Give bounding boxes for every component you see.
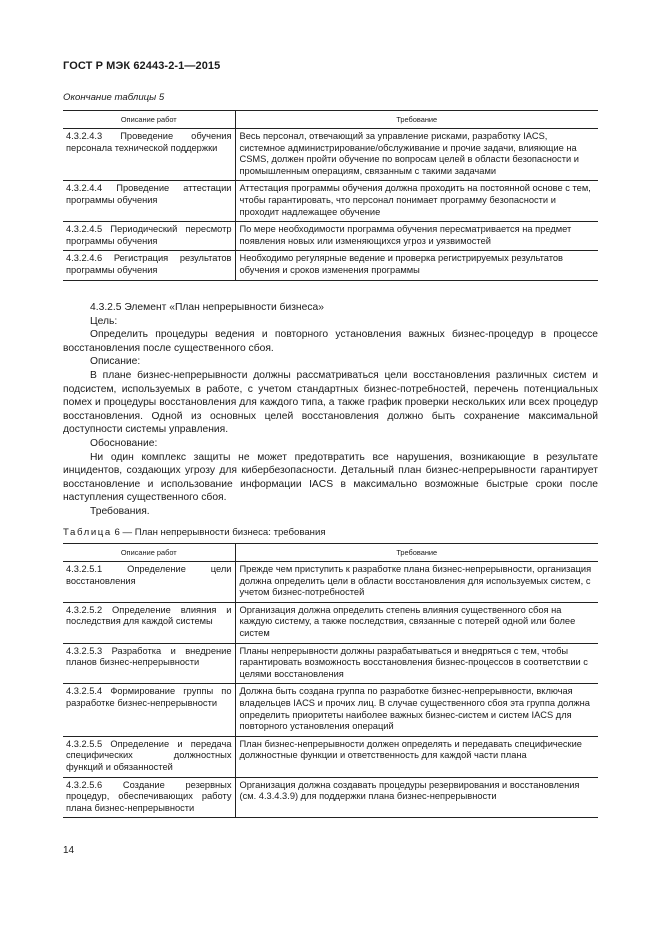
work-cell: 4.3.2.5.1 Определение цели восстановления	[63, 562, 235, 603]
work-cell: 4.3.2.4.4 Проведение аттестации программы обучения	[63, 181, 235, 222]
requirement-cell: План бизнес-непрерывности должен определять и передавать специфические должностные функции и ответственность для каждой части плана	[235, 736, 598, 777]
table-row	[63, 643, 598, 684]
table-row	[63, 684, 598, 736]
justification-label: Обоснование:	[90, 437, 158, 449]
table-row	[63, 562, 598, 603]
description-text: В плане бизнес-непрерывности должны рассматриваться цели восстановления различных систем и подсистем, используемых в работе, с учетом стандартных бизнес-потребностей, перечень потенциальных помех и процедуры восстановления для каждого типа, а также график проверки нескольких или всех процедур восстановления. Одной из основных целей восстановления должно быть сохранение максимальной доступности системы управления.	[63, 369, 598, 436]
requirement-cell: Прежде чем приступить к разработке плана бизнес-непрерывности, организация должна определить цели в области восстановления для используемых систем, с учетом бизнес-потребностей	[235, 562, 598, 603]
requirement-cell: Организация должна создавать процедуры резервирования и восстановления (см. 4.3.4.3.9) для поддержки плана бизнес-непрерывности	[235, 777, 598, 818]
requirement-cell: Планы непрерывности должны разрабатываться и внедряться с тем, чтобы гарантировать возможность восстановления бизнес-процессов в соответствии с целями восстановления	[235, 643, 598, 684]
table6-caption	[63, 527, 326, 538]
work-cell: 4.3.2.5.5 Определение и передача специфических должностных функций и обязанностей	[63, 736, 235, 777]
work-cell: 4.3.2.5.4 Формирование группы по разработке бизнес-непрерывности	[63, 684, 235, 736]
table5-header-requirement: Требование	[235, 111, 598, 129]
work-cell: 4.3.2.4.3 Проведение обучения персонала технической поддержки	[63, 129, 235, 181]
justification-text: Ни один комплекс защиты не может предотвратить все нарушения, возникающие в результате инцидентов, создающих угрозу для кибербезопасности. Детальный план бизнес-непрерывности гарантирует восстановление и использование информации IACS в максимально возможные быстрые сроки после наступления существенного сбоя.	[63, 451, 598, 504]
table-row	[63, 777, 598, 818]
requirement-cell: Весь персонал, отвечающий за управление рисками, разработку IACS, системное администрирование/обслуживание и прочие задачи, влияющие на CSMS, должен пройти обучение по вопросам целей в области безопасности и промышленным операциям, связанным с такими задачами	[235, 129, 598, 181]
table6-caption-prefix: Таблица	[63, 527, 112, 538]
goal-text: Определить процедуры ведения и повторного установления важных бизнес-процедур в процессе восстановления после существенного сбоя.	[63, 329, 598, 354]
table-row	[63, 251, 598, 280]
table-row	[63, 222, 598, 251]
table6-header-requirement: Требование	[235, 544, 598, 562]
table6-header-work: Описание работ	[63, 544, 235, 562]
table-row	[63, 129, 598, 181]
requirement-cell: Необходимо регулярные ведение и проверка регистрируемых результатов обучения и сроков изменения программы	[235, 251, 598, 280]
work-cell: 4.3.2.4.6 Регистрация результатов программы обучения	[63, 251, 235, 280]
requirements-label: Требования.	[90, 505, 150, 517]
work-cell: 4.3.2.5.3 Разработка и внедрение планов бизнес-непрерывности	[63, 643, 235, 684]
table6-caption-title: 6 — План непрерывности бизнеса: требования	[111, 527, 326, 538]
goal-label: Цель:	[90, 315, 118, 327]
table-row	[63, 736, 598, 777]
description-label: Описание:	[90, 356, 141, 368]
requirement-cell: По мере необходимости программа обучения пересматривается на предмет появления новых или изменяющихся угроз и уязвимостей	[235, 222, 598, 251]
table5-header-work: Описание работ	[63, 111, 235, 129]
table5-caption: Окончание таблицы 5	[63, 92, 165, 103]
work-cell: 4.3.2.4.5 Периодический пересмотр программы обучения	[63, 222, 235, 251]
page-number: 14	[63, 845, 75, 856]
document-header: ГОСТ Р МЭК 62443-2-1—2015	[63, 60, 221, 72]
table-6	[63, 543, 598, 818]
work-cell: 4.3.2.5.2 Определение влияния и последствия для каждой системы	[63, 602, 235, 643]
requirement-cell: Должна быть создана группа по разработке бизнес-непрерывности, включая владельцев IACS и прочих лиц. В случае существенного сбоя эта группа должна определить приоритеты наиболее важных бизнес-систем и систем IACS для повторного установления операций	[235, 684, 598, 736]
work-cell: 4.3.2.5.6 Создание резервных процедур, обеспечивающих работу плана бизнес-непрерывности	[63, 777, 235, 818]
table-row	[63, 181, 598, 222]
requirement-cell: Аттестация программы обучения должна проходить на постоянной основе с тем, чтобы гарантировать, что персонал понимает программу безопасности и проходит надлежащее обучение	[235, 181, 598, 222]
section-heading: 4.3.2.5 Элемент «План непрерывности бизнеса»	[90, 302, 324, 313]
table-row	[63, 602, 598, 643]
table-5	[63, 110, 598, 281]
requirement-cell: Организация должна определить степень влияния существенного сбоя на каждую систему, а также последствия, связанные с потерей одной или более систем	[235, 602, 598, 643]
section-body	[63, 301, 598, 519]
